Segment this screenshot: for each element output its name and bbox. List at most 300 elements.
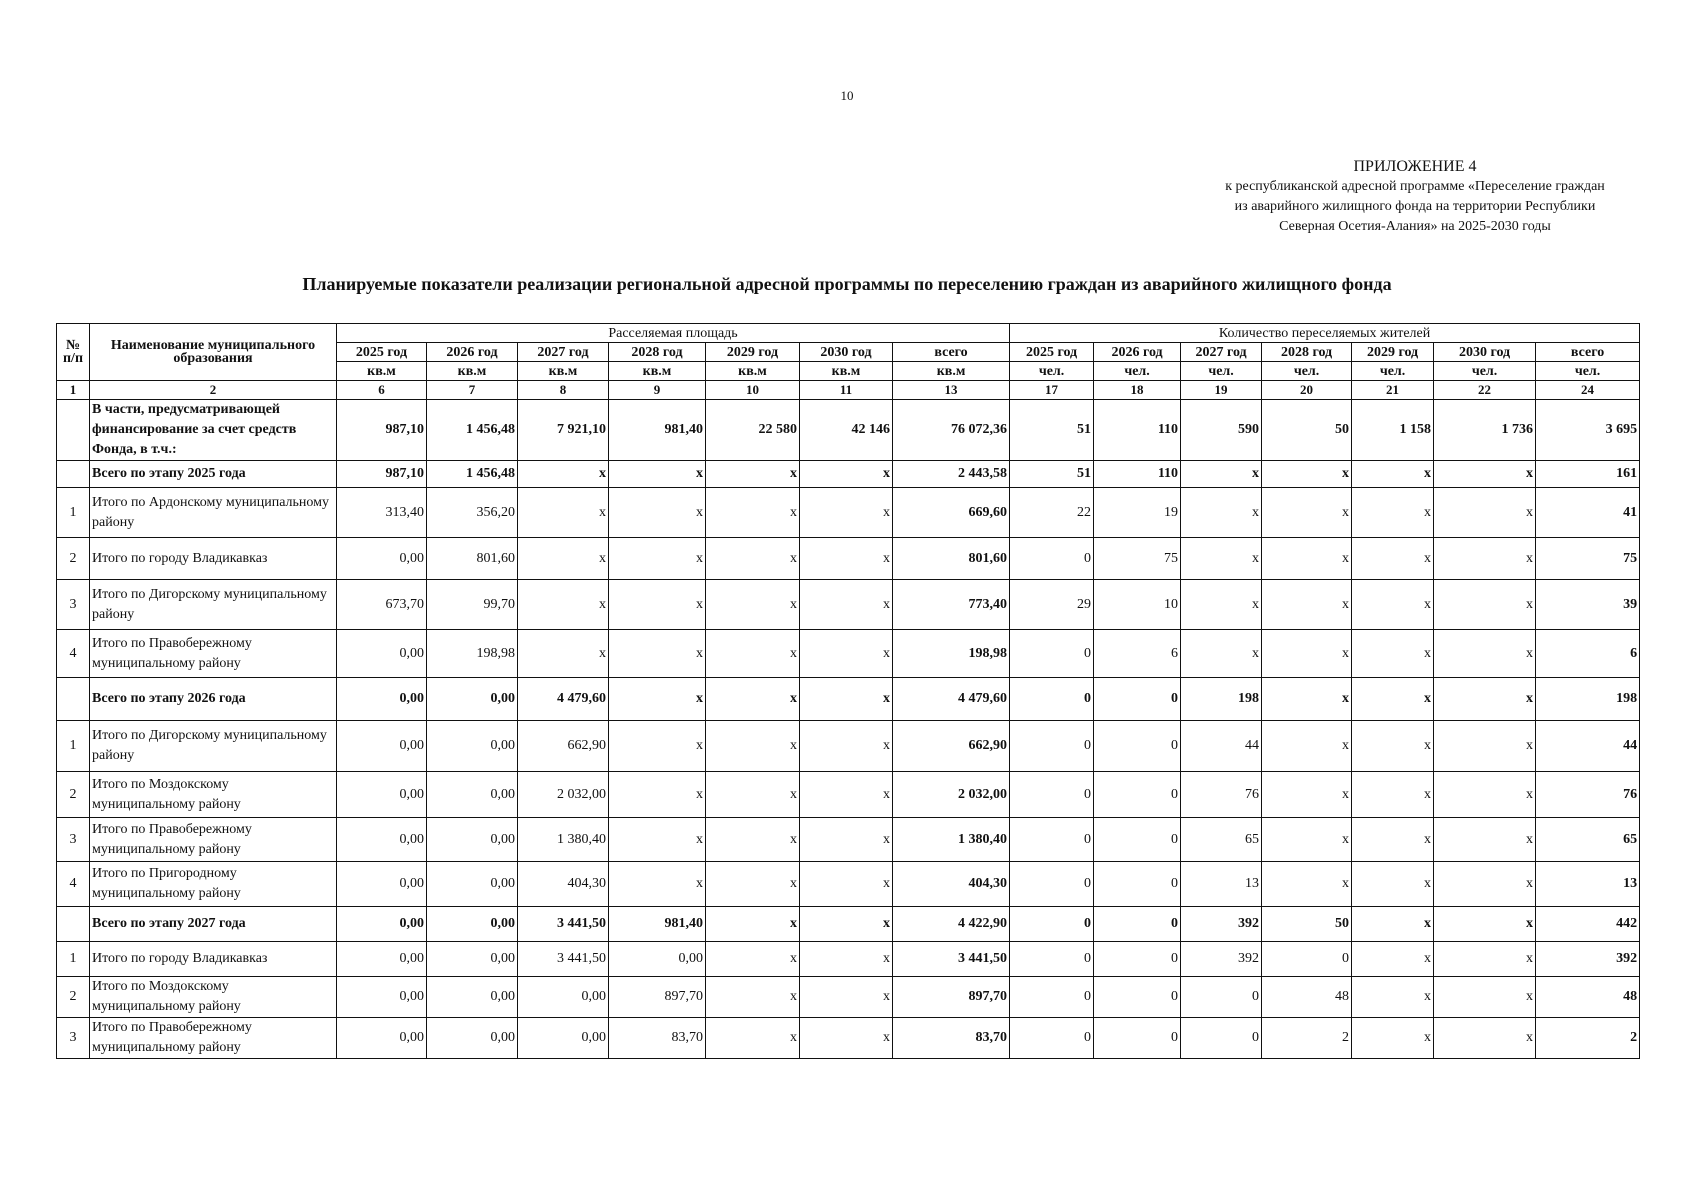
- table-cell: 110: [1094, 400, 1181, 461]
- table-summary-row: [57, 461, 1640, 488]
- table-cell: x: [1352, 678, 1434, 721]
- table-cell: x: [1262, 630, 1352, 678]
- table-cell: 0,00: [427, 862, 518, 907]
- table-cell: 1 736: [1434, 400, 1536, 461]
- table-cell: 13: [1536, 862, 1640, 907]
- table-cell: x: [1434, 772, 1536, 818]
- table-cell: 75: [1536, 538, 1640, 580]
- table-cell: x: [1262, 538, 1352, 580]
- table-cell: 590: [1181, 400, 1262, 461]
- table-cell: 1 456,48: [427, 461, 518, 488]
- table-cell: x: [706, 580, 800, 630]
- table-cell: 0: [1094, 977, 1181, 1018]
- table-cell: 0: [1094, 678, 1181, 721]
- table-cell: x: [1434, 488, 1536, 538]
- row-name: Всего по этапу 2025 года: [90, 461, 337, 488]
- table-cell: 897,70: [609, 977, 706, 1018]
- table-cell: x: [1352, 907, 1434, 942]
- table-cell: x: [1352, 862, 1434, 907]
- row-number: [57, 400, 90, 461]
- table-cell: 76 072,36: [893, 400, 1010, 461]
- page-number: 10: [840, 88, 854, 103]
- header-year-people: 2030 год: [1434, 343, 1536, 362]
- table-cell: 76: [1536, 772, 1640, 818]
- table-cell: 51: [1010, 461, 1094, 488]
- table-summary-row: [57, 678, 1640, 721]
- table-cell: x: [1352, 461, 1434, 488]
- table-cell: x: [1434, 942, 1536, 977]
- table-cell: x: [1181, 461, 1262, 488]
- table-cell: 0,00: [427, 942, 518, 977]
- table-cell: 0: [1010, 942, 1094, 977]
- table-cell: 673,70: [337, 580, 427, 630]
- table-cell: 2 032,00: [518, 772, 609, 818]
- table-cell: x: [1181, 580, 1262, 630]
- table-cell: 10: [1094, 580, 1181, 630]
- table-cell: 110: [1094, 461, 1181, 488]
- table-cell: 313,40: [337, 488, 427, 538]
- row-name: Итого по Правобережному муниципальному району: [90, 818, 337, 862]
- row-number: 1: [57, 942, 90, 977]
- table-cell: x: [1434, 678, 1536, 721]
- table-cell: 0: [1010, 772, 1094, 818]
- table-cell: x: [1262, 461, 1352, 488]
- table-cell: x: [1352, 630, 1434, 678]
- table-cell: x: [609, 630, 706, 678]
- header-unit-area: кв.м: [893, 362, 1010, 381]
- table-cell: x: [1262, 678, 1352, 721]
- row-number: 3: [57, 818, 90, 862]
- row-name: Итого по Дигорскому муниципальному району: [90, 580, 337, 630]
- table-cell: 662,90: [518, 721, 609, 772]
- table-cell: x: [609, 580, 706, 630]
- table-cell: x: [518, 488, 609, 538]
- table-cell: x: [706, 1018, 800, 1059]
- column-index: 17: [1010, 381, 1094, 400]
- table-cell: 0: [1010, 538, 1094, 580]
- table-cell: x: [1262, 580, 1352, 630]
- table-cell: 0,00: [337, 862, 427, 907]
- table-cell: 76: [1181, 772, 1262, 818]
- row-name: Всего по этапу 2026 года: [90, 678, 337, 721]
- table-cell: 0: [1094, 772, 1181, 818]
- table-cell: 0,00: [337, 678, 427, 721]
- table-cell: 0,00: [337, 818, 427, 862]
- row-name: Итого по Правобережному муниципальному району: [90, 630, 337, 678]
- table-cell: 75: [1094, 538, 1181, 580]
- header-area-group: Расселяемая площадь: [337, 324, 1010, 343]
- column-index: 24: [1536, 381, 1640, 400]
- table-cell: 0,00: [337, 977, 427, 1018]
- table-cell: 4 479,60: [893, 678, 1010, 721]
- table-row: [57, 630, 1640, 678]
- table-cell: 99,70: [427, 580, 518, 630]
- row-number: 2: [57, 538, 90, 580]
- table-row: [57, 580, 1640, 630]
- table-cell: x: [800, 721, 893, 772]
- table-cell: 0,00: [427, 678, 518, 721]
- table-cell: x: [1262, 772, 1352, 818]
- table-cell: x: [1352, 818, 1434, 862]
- row-number: 3: [57, 1018, 90, 1059]
- table-cell: x: [609, 461, 706, 488]
- table-cell: 0: [1010, 630, 1094, 678]
- table-cell: x: [800, 862, 893, 907]
- table-cell: 4 422,90: [893, 907, 1010, 942]
- header-year-people: 2029 год: [1352, 343, 1434, 362]
- table-cell: 0: [1094, 1018, 1181, 1059]
- table-cell: 0: [1010, 678, 1094, 721]
- table-cell: x: [706, 942, 800, 977]
- table-cell: x: [706, 772, 800, 818]
- header-people-group: Количество переселяемых жителей: [1010, 324, 1640, 343]
- table-cell: 22 580: [706, 400, 800, 461]
- column-index: 2: [90, 381, 337, 400]
- table-cell: x: [706, 818, 800, 862]
- table-cell: x: [706, 538, 800, 580]
- table-cell: x: [800, 772, 893, 818]
- table-cell: x: [1434, 977, 1536, 1018]
- table-cell: x: [800, 580, 893, 630]
- table-cell: x: [800, 1018, 893, 1059]
- header-unit-people: чел.: [1262, 362, 1352, 381]
- table-cell: 0: [1094, 818, 1181, 862]
- header-year-area: 2029 год: [706, 343, 800, 362]
- column-index: 13: [893, 381, 1010, 400]
- table-cell: 0: [1181, 1018, 1262, 1059]
- table-cell: 41: [1536, 488, 1640, 538]
- table-cell: 0,00: [337, 942, 427, 977]
- table-cell: x: [800, 538, 893, 580]
- table-cell: x: [518, 461, 609, 488]
- table-cell: 1 380,40: [518, 818, 609, 862]
- table-cell: 981,40: [609, 907, 706, 942]
- row-number: [57, 678, 90, 721]
- table-cell: x: [800, 818, 893, 862]
- table-cell: x: [1181, 488, 1262, 538]
- header-year-area: 2027 год: [518, 343, 609, 362]
- table-cell: 19: [1094, 488, 1181, 538]
- table-cell: 0,00: [427, 772, 518, 818]
- table-cell: 2 443,58: [893, 461, 1010, 488]
- table-cell: x: [609, 818, 706, 862]
- column-index: 11: [800, 381, 893, 400]
- column-index: 19: [1181, 381, 1262, 400]
- table-cell: x: [706, 721, 800, 772]
- table-cell: x: [1434, 907, 1536, 942]
- column-index: 1: [57, 381, 90, 400]
- header-year-area: 2025 год: [337, 343, 427, 362]
- table-cell: 0,00: [609, 942, 706, 977]
- table-cell: 4 479,60: [518, 678, 609, 721]
- table-cell: 0,00: [427, 907, 518, 942]
- header-unit-area: кв.м: [706, 362, 800, 381]
- table-cell: 65: [1536, 818, 1640, 862]
- table-cell: x: [609, 488, 706, 538]
- header-unit-people: чел.: [1181, 362, 1262, 381]
- table-cell: 392: [1181, 942, 1262, 977]
- header-unit-area: кв.м: [518, 362, 609, 381]
- table-cell: x: [1181, 630, 1262, 678]
- table-cell: 83,70: [893, 1018, 1010, 1059]
- table-cell: 22: [1010, 488, 1094, 538]
- row-number: 2: [57, 772, 90, 818]
- table-cell: 404,30: [518, 862, 609, 907]
- table-cell: x: [609, 678, 706, 721]
- row-number: [57, 907, 90, 942]
- table-cell: x: [706, 977, 800, 1018]
- table-cell: 51: [1010, 400, 1094, 461]
- table-cell: 392: [1181, 907, 1262, 942]
- row-name: Итого по городу Владикавказ: [90, 942, 337, 977]
- row-number: 1: [57, 721, 90, 772]
- column-index: 18: [1094, 381, 1181, 400]
- table-cell: 3 441,50: [893, 942, 1010, 977]
- header-year-area: 2028 год: [609, 343, 706, 362]
- row-number: 4: [57, 862, 90, 907]
- table-cell: 0: [1010, 1018, 1094, 1059]
- row-name: В части, предусматривающей финансирование за счет средств Фонда, в т.ч.:: [90, 400, 337, 461]
- table-cell: 1 380,40: [893, 818, 1010, 862]
- table-cell: 7 921,10: [518, 400, 609, 461]
- table-row: [57, 862, 1640, 907]
- table-cell: 0: [1010, 907, 1094, 942]
- table-cell: x: [518, 630, 609, 678]
- table-cell: x: [1434, 1018, 1536, 1059]
- table-cell: 65: [1181, 818, 1262, 862]
- appendix-line: Северная Осетия-Алания» на 2025-2030 годы: [1279, 219, 1551, 234]
- header-unit-area: кв.м: [337, 362, 427, 381]
- table-cell: 198,98: [427, 630, 518, 678]
- table-cell: 2: [1262, 1018, 1352, 1059]
- column-index: 20: [1262, 381, 1352, 400]
- table-cell: x: [609, 862, 706, 907]
- appendix-line: к республиканской адресной программе «Переселение граждан: [1225, 179, 1605, 194]
- header-year-area: 2026 год: [427, 343, 518, 362]
- header-unit-area: кв.м: [609, 362, 706, 381]
- table-cell: 0,00: [427, 977, 518, 1018]
- row-number: 4: [57, 630, 90, 678]
- table-cell: x: [706, 907, 800, 942]
- table-cell: 3 695: [1536, 400, 1640, 461]
- header-name: Наименование муниципального образования: [90, 324, 337, 381]
- table-cell: 773,40: [893, 580, 1010, 630]
- table-cell: 161: [1536, 461, 1640, 488]
- table-cell: 44: [1536, 721, 1640, 772]
- header-unit-area: кв.м: [427, 362, 518, 381]
- table-cell: 0,00: [337, 721, 427, 772]
- table-cell: x: [1434, 630, 1536, 678]
- table-cell: 198: [1181, 678, 1262, 721]
- table-cell: 2: [1536, 1018, 1640, 1059]
- table-cell: 48: [1536, 977, 1640, 1018]
- table-cell: x: [1352, 772, 1434, 818]
- table-cell: 50: [1262, 907, 1352, 942]
- table-cell: x: [800, 907, 893, 942]
- table-row: [57, 721, 1640, 772]
- row-name: Итого по Дигорскому муниципальному району: [90, 721, 337, 772]
- table-cell: x: [800, 942, 893, 977]
- table-cell: x: [1352, 721, 1434, 772]
- table-row: [57, 488, 1640, 538]
- table-row: [57, 772, 1640, 818]
- table-cell: 0,00: [337, 630, 427, 678]
- table-cell: x: [1434, 461, 1536, 488]
- table-cell: 0,00: [337, 538, 427, 580]
- header-unit-people: чел.: [1010, 362, 1094, 381]
- table-cell: 6: [1536, 630, 1640, 678]
- column-index: 22: [1434, 381, 1536, 400]
- table-cell: x: [706, 862, 800, 907]
- column-index: 7: [427, 381, 518, 400]
- table-cell: x: [518, 580, 609, 630]
- table-cell: x: [706, 461, 800, 488]
- table-cell: 0,00: [337, 772, 427, 818]
- table-cell: x: [800, 630, 893, 678]
- table-cell: x: [706, 678, 800, 721]
- header-num: № п/п: [57, 324, 90, 381]
- table-cell: x: [1434, 818, 1536, 862]
- row-number: 1: [57, 488, 90, 538]
- table-cell: 669,60: [893, 488, 1010, 538]
- appendix-header: [1190, 157, 1640, 237]
- table-cell: 0: [1094, 721, 1181, 772]
- table-cell: 981,40: [609, 400, 706, 461]
- table-cell: 0: [1010, 721, 1094, 772]
- table-cell: 0,00: [337, 1018, 427, 1059]
- table-cell: 801,60: [427, 538, 518, 580]
- table-cell: x: [1434, 538, 1536, 580]
- table-cell: 0,00: [427, 1018, 518, 1059]
- table-cell: 1 456,48: [427, 400, 518, 461]
- header-year-area: всего: [893, 343, 1010, 362]
- table-cell: 3 441,50: [518, 942, 609, 977]
- row-name: Всего по этапу 2027 года: [90, 907, 337, 942]
- table-row: [57, 977, 1640, 1018]
- row-name: Итого по Моздокскому муниципальному району: [90, 977, 337, 1018]
- row-name: Итого по Моздокскому муниципальному району: [90, 772, 337, 818]
- table-cell: x: [1352, 977, 1434, 1018]
- header-year-people: всего: [1536, 343, 1640, 362]
- header-unit-people: чел.: [1434, 362, 1536, 381]
- header-unit-people: чел.: [1536, 362, 1640, 381]
- table-cell: x: [706, 488, 800, 538]
- column-index: 9: [609, 381, 706, 400]
- table-row: [57, 818, 1640, 862]
- table-cell: 39: [1536, 580, 1640, 630]
- row-name: Итого по Ардонскому муниципальному району: [90, 488, 337, 538]
- table-cell: x: [800, 977, 893, 1018]
- column-index: 21: [1352, 381, 1434, 400]
- table-cell: 0: [1010, 818, 1094, 862]
- header-unit-area: кв.м: [800, 362, 893, 381]
- header-year-people: 2025 год: [1010, 343, 1094, 362]
- table-cell: x: [800, 488, 893, 538]
- table-cell: x: [1352, 488, 1434, 538]
- table-cell: 897,70: [893, 977, 1010, 1018]
- header-year-people: 2026 год: [1094, 343, 1181, 362]
- table-row: [57, 538, 1640, 580]
- table-cell: 356,20: [427, 488, 518, 538]
- table-cell: 0: [1010, 862, 1094, 907]
- table-cell: 83,70: [609, 1018, 706, 1059]
- indicators-table: [56, 323, 1640, 1059]
- table-cell: 198,98: [893, 630, 1010, 678]
- table-cell: 0: [1094, 942, 1181, 977]
- table-cell: x: [1434, 580, 1536, 630]
- table-cell: x: [518, 538, 609, 580]
- table-cell: x: [1434, 862, 1536, 907]
- table-cell: x: [1262, 721, 1352, 772]
- row-number: [57, 461, 90, 488]
- row-name: Итого по Правобережному муниципальному району: [90, 1018, 337, 1059]
- row-number: 3: [57, 580, 90, 630]
- table-cell: x: [706, 630, 800, 678]
- row-name: Итого по городу Владикавказ: [90, 538, 337, 580]
- header-year-people: 2027 год: [1181, 343, 1262, 362]
- table-cell: 0,00: [337, 907, 427, 942]
- row-number: 2: [57, 977, 90, 1018]
- column-index: 8: [518, 381, 609, 400]
- table-cell: 48: [1262, 977, 1352, 1018]
- table-cell: x: [1262, 818, 1352, 862]
- table-cell: 662,90: [893, 721, 1010, 772]
- table-cell: x: [609, 721, 706, 772]
- table-summary-row: [57, 907, 1640, 942]
- table-cell: x: [1352, 942, 1434, 977]
- table-cell: 0: [1181, 977, 1262, 1018]
- table-cell: x: [1352, 1018, 1434, 1059]
- table-cell: 0: [1094, 862, 1181, 907]
- table-summary-row: [57, 400, 1640, 461]
- table-cell: 2 032,00: [893, 772, 1010, 818]
- appendix-line: из аварийного жилищного фонда на территории Республики: [1234, 199, 1596, 214]
- table-cell: x: [609, 772, 706, 818]
- table-cell: x: [1262, 488, 1352, 538]
- appendix-title: ПРИЛОЖЕНИЕ 4: [1353, 158, 1477, 175]
- table-cell: x: [609, 538, 706, 580]
- table-cell: 392: [1536, 942, 1640, 977]
- table-cell: x: [800, 678, 893, 721]
- table-cell: 0,00: [518, 1018, 609, 1059]
- table-cell: x: [1262, 862, 1352, 907]
- table-cell: 1 158: [1352, 400, 1434, 461]
- table-cell: 442: [1536, 907, 1640, 942]
- table-cell: 3 441,50: [518, 907, 609, 942]
- table-cell: 42 146: [800, 400, 893, 461]
- table-cell: x: [1434, 721, 1536, 772]
- table-cell: 29: [1010, 580, 1094, 630]
- table-cell: 0,00: [518, 977, 609, 1018]
- header-year-people: 2028 год: [1262, 343, 1352, 362]
- table-cell: 44: [1181, 721, 1262, 772]
- column-index: 10: [706, 381, 800, 400]
- table-cell: 801,60: [893, 538, 1010, 580]
- table-cell: 0: [1010, 977, 1094, 1018]
- table-row: [57, 1018, 1640, 1059]
- table-cell: x: [1352, 580, 1434, 630]
- table-cell: 0,00: [427, 721, 518, 772]
- table-cell: 13: [1181, 862, 1262, 907]
- table-row: [57, 942, 1640, 977]
- table-cell: 0: [1262, 942, 1352, 977]
- table-cell: 6: [1094, 630, 1181, 678]
- table-cell: 987,10: [337, 400, 427, 461]
- table-cell: x: [1352, 538, 1434, 580]
- table-cell: 404,30: [893, 862, 1010, 907]
- row-name: Итого по Пригородному муниципальному району: [90, 862, 337, 907]
- table-cell: 50: [1262, 400, 1352, 461]
